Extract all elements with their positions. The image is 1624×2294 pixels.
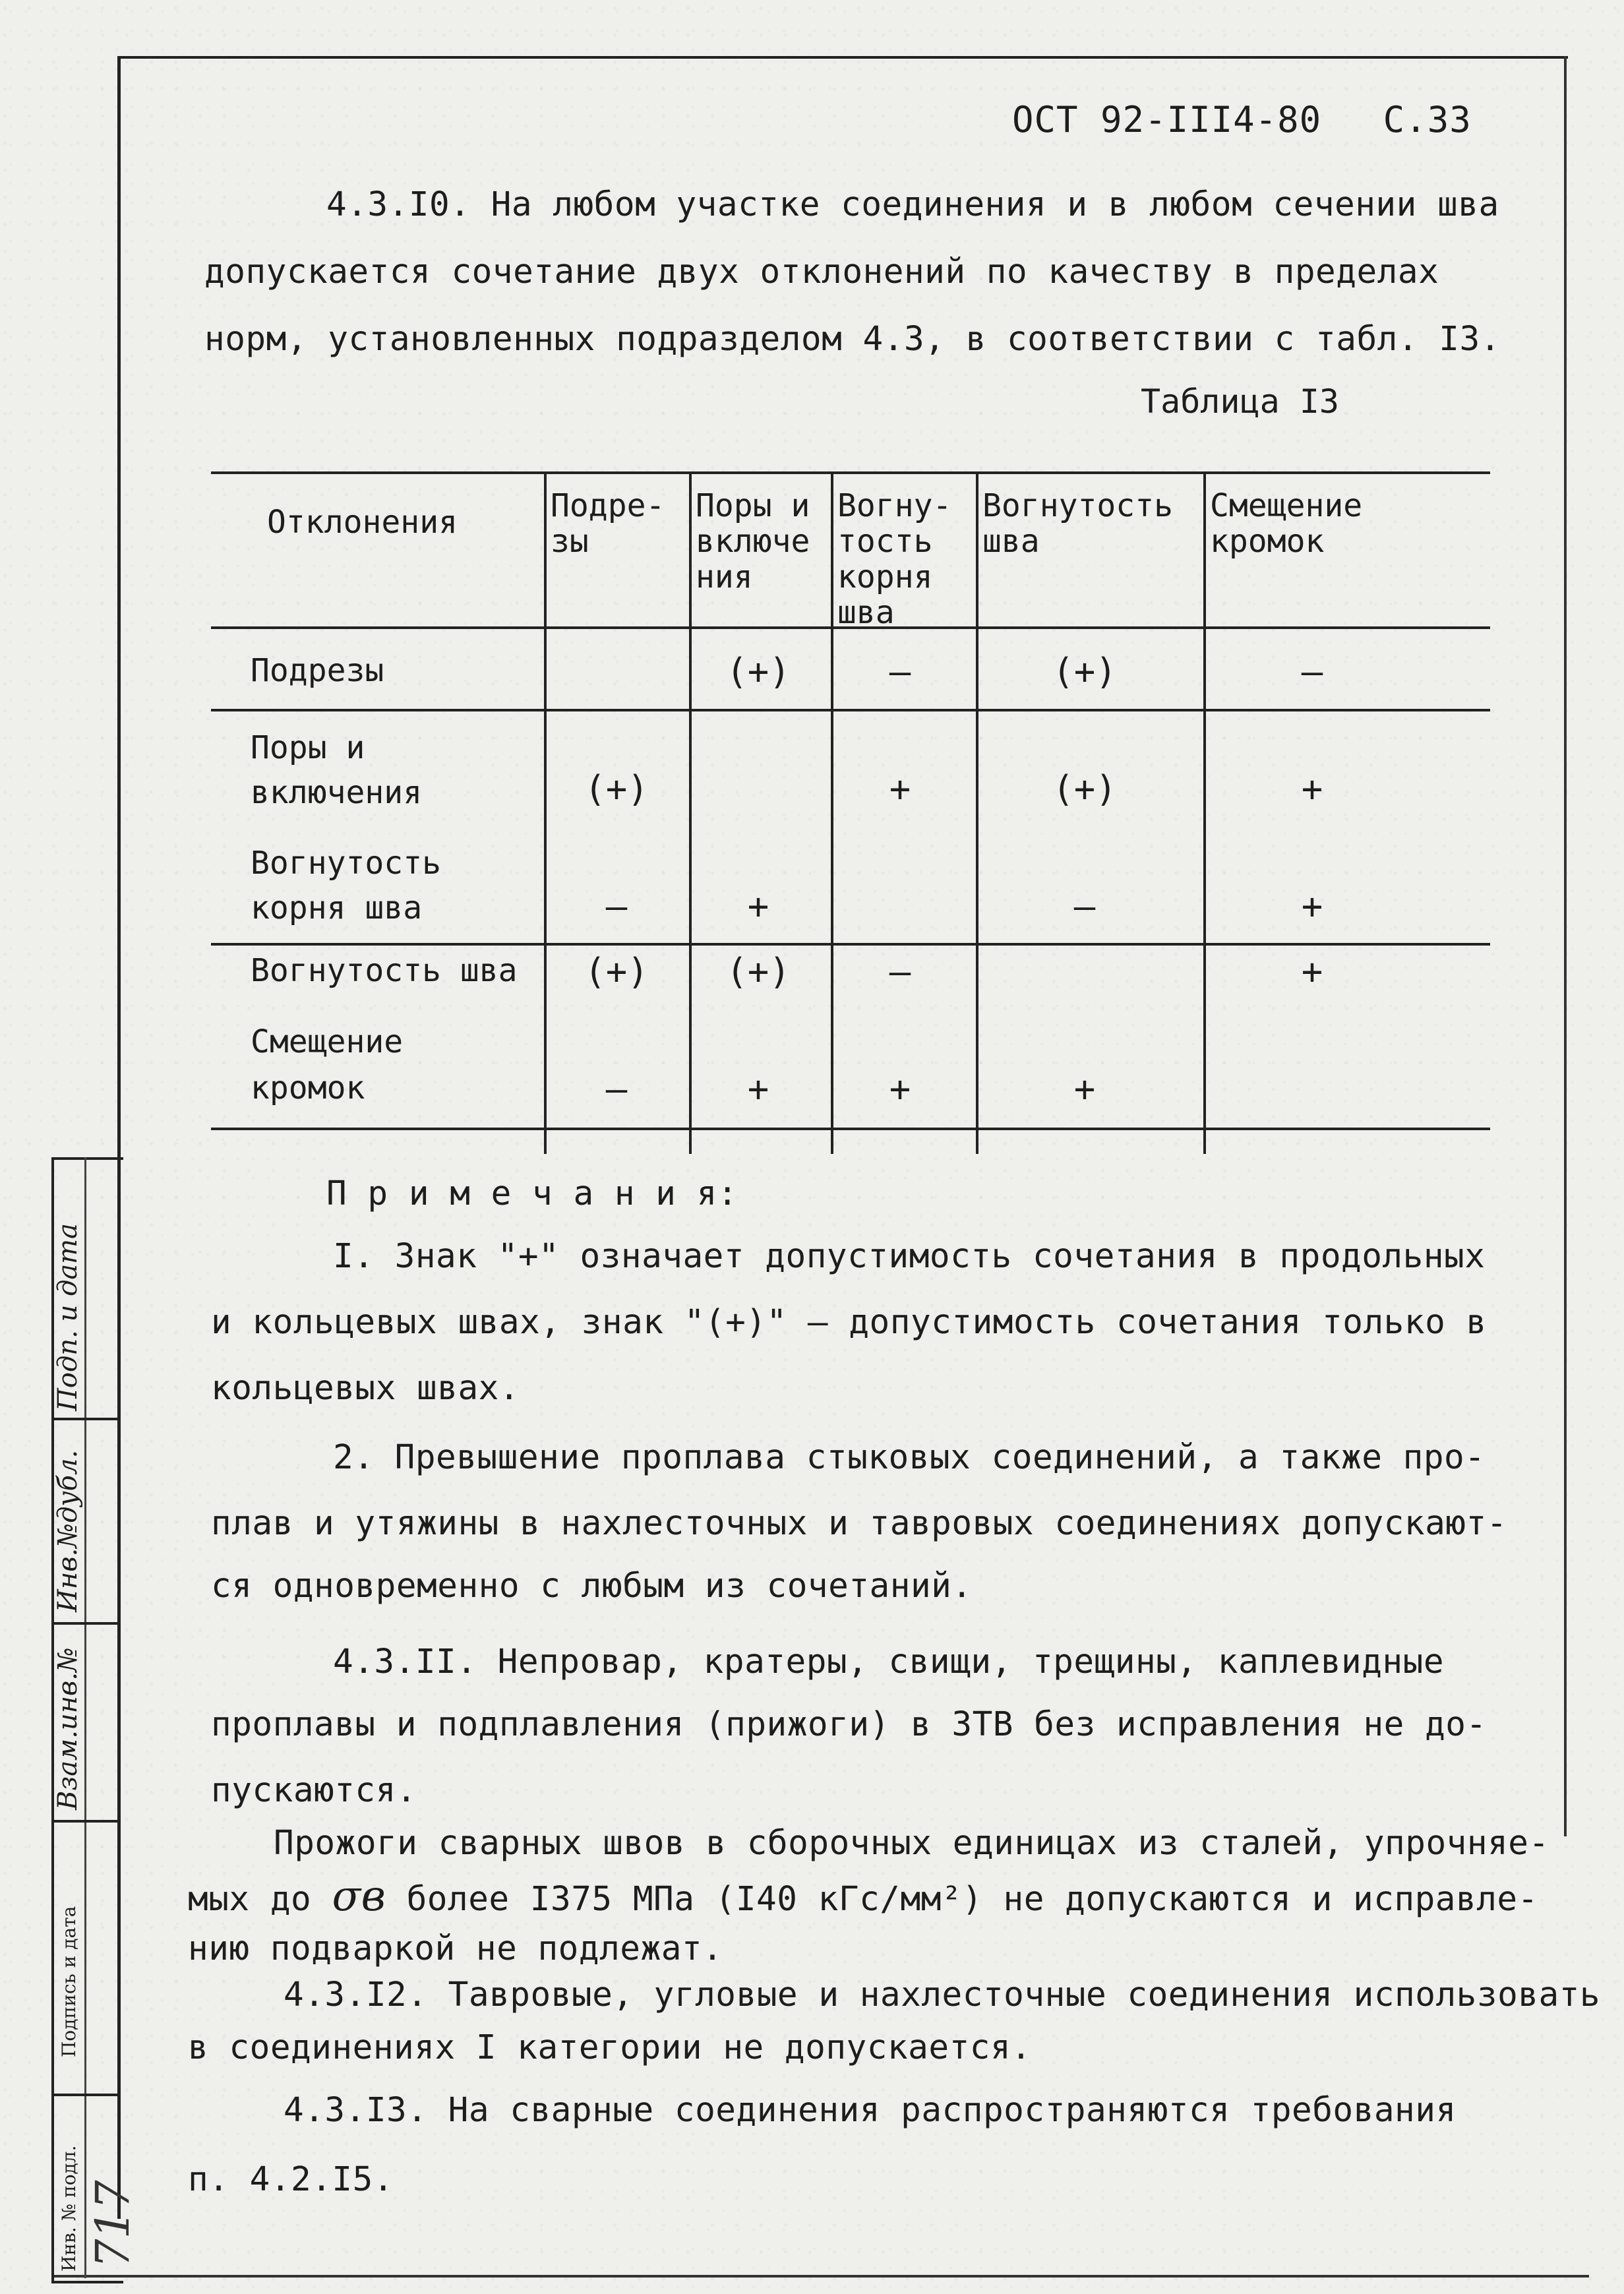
cell-r2-c4: (+) <box>1052 768 1117 810</box>
stamp-divider-3 <box>51 1820 121 1823</box>
note-2-line1: 2. Превышение проплава стыковых соединений, а также про- <box>333 1438 1486 1477</box>
stamp-divider-4 <box>51 2094 121 2096</box>
sigma-b-symbol: σв <box>332 1872 386 1921</box>
note-1-line3: кольцевых швах. <box>211 1369 520 1408</box>
notes-title: П р и м е ч а н и я: <box>326 1174 738 1213</box>
frame-bottom-border <box>53 2275 1589 2278</box>
cell-r1-c4: (+) <box>1052 651 1117 692</box>
stamp-inv-dubl: Инв.№дубл. <box>53 1449 83 1612</box>
paragraph-4-3-11-line2: проплавы и подплавления (прижоги) в ЗТВ без исправления не до- <box>211 1705 1487 1744</box>
cell-r3-c4: – <box>1073 886 1096 927</box>
stamp-sign-date: Подп. и дата <box>53 1223 83 1411</box>
cell-r1-c5: – <box>1301 651 1323 692</box>
paragraph-4-3-12-line1: 4.3.I2. Тавровые, угловые и нахлесточные соединения использовать <box>284 1976 1601 2014</box>
table-header-pores: Поры и включе ния <box>696 487 810 595</box>
paragraph-4-3-11-line3: пускаются. <box>211 1771 417 1810</box>
row-label-edge-offset: Смещение кромок <box>251 1023 404 1106</box>
paragraph-4-3-13-line2: п. 4.2.I5. <box>188 2160 394 2199</box>
burn-through-line2-start: мых до <box>188 1880 332 1919</box>
row-label-root-concavity: Вогнутость корня шва <box>251 845 441 926</box>
table-header-deviations: Отклонения <box>267 504 458 541</box>
row-label-weld-concavity: Вогнутость шва <box>251 952 518 989</box>
burn-through-line3: нию подваркой не подлежат. <box>188 1929 723 1968</box>
cell-r5-c2: + <box>747 1068 769 1110</box>
table-bottom-rule <box>211 1128 1490 1130</box>
cell-r3-c1: – <box>605 886 628 927</box>
stamp-inv-podl: Инв. № подл. <box>58 2145 80 2272</box>
cell-r4-c5: + <box>1301 951 1323 992</box>
table-col-sep-2 <box>689 471 692 1154</box>
frame-top-border <box>117 56 1568 59</box>
note-2-line2: плав и утяжины в нахлесточных и тавровых соединениях допускают- <box>211 1504 1507 1543</box>
cell-r2-c5: + <box>1301 768 1323 810</box>
table-col-sep-3 <box>831 471 833 1154</box>
table-col-sep-5 <box>1203 471 1206 1154</box>
stamp-divider-2 <box>51 1622 121 1625</box>
deviations-table <box>211 471 1490 1154</box>
document-header <box>1012 99 1472 140</box>
cell-r2-c1: (+) <box>584 768 649 810</box>
cell-r5-c1: – <box>605 1068 628 1110</box>
burn-through-line2-end: более I375 МПа (I40 кГс/мм²) не допускаются и исправле- <box>386 1880 1538 1919</box>
cell-r2-c3: + <box>889 768 911 810</box>
note-2-line3: ся одновременно с любым из сочетаний. <box>211 1567 973 1606</box>
cell-r4-c1: (+) <box>584 951 649 992</box>
cell-r1-c3: – <box>889 651 911 692</box>
table-col-sep-1 <box>544 471 547 1154</box>
paragraph-4-3-13-line1: 4.3.I3. На сварные соединения распространяются требования <box>284 2091 1457 2130</box>
table-header-undercuts: Подре- зы <box>551 487 665 560</box>
cell-r1-c2: (+) <box>726 651 791 692</box>
cell-r4-c2: (+) <box>726 951 791 992</box>
table-top-rule <box>211 471 1490 474</box>
cell-r3-c2: + <box>747 886 769 927</box>
cell-r5-c4: + <box>1073 1068 1096 1110</box>
inventory-number-handwritten: 717 <box>86 2180 140 2268</box>
cell-r3-c5: + <box>1301 886 1323 927</box>
table-row-rule-1 <box>211 709 1490 711</box>
cell-r5-c3: + <box>889 1068 911 1110</box>
paragraph-4-3-12-line2: в соединениях I категории не допускается. <box>188 2028 1032 2067</box>
table-header-root-concavity: Вогну- тость корня шва <box>837 487 952 631</box>
table-header-edge-offset: Смещение кромок <box>1210 487 1363 560</box>
stamp-divider-1 <box>51 1418 121 1420</box>
paragraph-4-3-10-line2: допускается сочетание двух отклонений по качеству в пределах <box>204 253 1439 291</box>
cell-r4-c3: – <box>889 951 911 992</box>
stamp-column-separator <box>84 1157 86 2278</box>
stamp-vzam-inv: Взам.инв.№ <box>53 1647 83 1810</box>
page-number: С.33 <box>1383 99 1472 140</box>
burn-through-line1: Прожоги сварных швов в сборочных единицах из сталей, упрочняе- <box>274 1824 1549 1863</box>
frame-right-border <box>1564 56 1567 1836</box>
table-col-sep-4 <box>976 471 978 1154</box>
stamp-sign-date-2: Подпись и дата <box>58 1906 80 2057</box>
row-label-undercuts: Подрезы <box>251 652 384 689</box>
row-label-pores: Поры и включения <box>251 729 423 811</box>
paragraph-4-3-10-line3: норм, установленных подразделом 4.3, в соответствии с табл. I3. <box>204 320 1501 359</box>
table-header-weld-concavity: Вогнутость шва <box>982 487 1173 560</box>
paragraph-4-3-10-line1: 4.3.I0. На любом участке соединения и в любом сечении шва <box>326 185 1499 224</box>
standard-code: ОСТ 92-III4-80 <box>1012 99 1322 140</box>
table-caption: Таблица I3 <box>1141 382 1340 421</box>
note-1-line2: и кольцевых швах, знак "(+)" – допустимость сочетания только в <box>211 1303 1487 1342</box>
paragraph-4-3-11-line1: 4.3.II. Непровар, кратеры, свищи, трещины, каплевидные <box>333 1643 1445 1681</box>
note-1-line1: I. Знак "+" означает допустимость сочетания в продольных <box>333 1237 1486 1276</box>
table-row-rule-2 <box>211 943 1490 946</box>
